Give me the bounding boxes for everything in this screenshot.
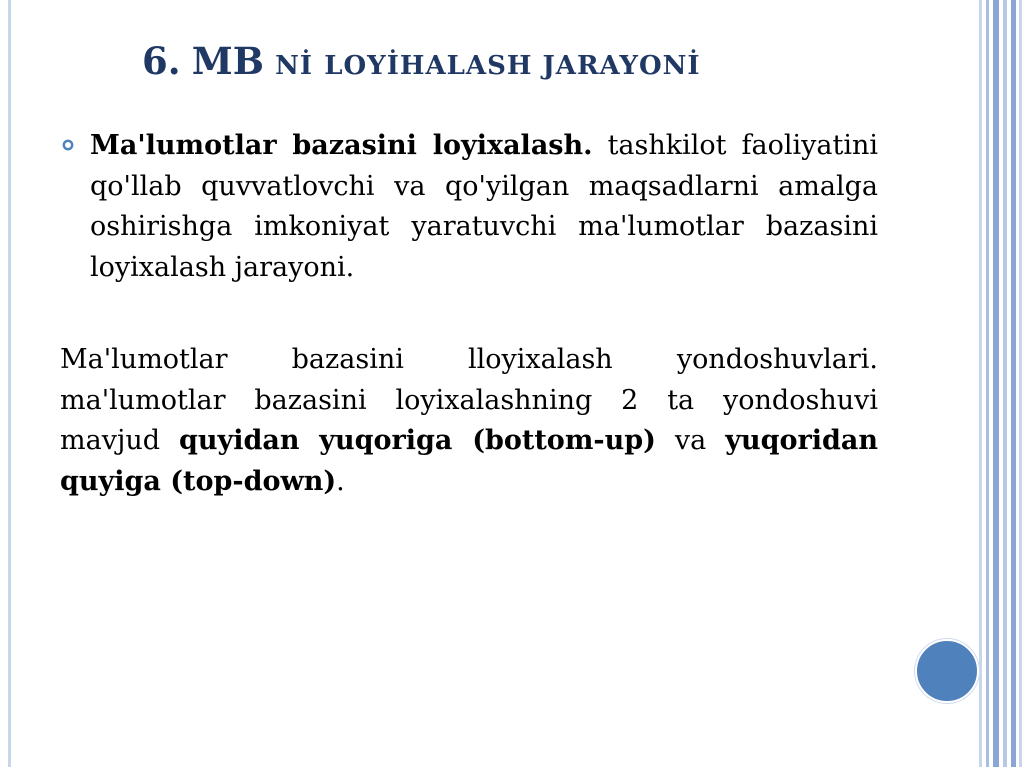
left-frame-line xyxy=(8,0,11,767)
top-down-term: yuqoridan quyiga (top-down) xyxy=(60,425,878,497)
body-text: Ma'lumotlar bazasini lloyixalash yondoshuvlari. ma'lumotlar bazasini loyixalashning 2 ta yondoshuvi mavjud xyxy=(60,344,878,457)
title-abbr: MB xyxy=(191,39,265,83)
bullet-heading: Ma'lumotlar bazasini loyixalash. xyxy=(90,130,593,161)
body-paragraph xyxy=(60,340,878,502)
bullet-text: tashkilot faoliyatini qo'llab quvvatlovchi va qo'yilgan maqsadlarni amalga oshirishga imkoniyat yaratuvchi ma'lumotlar bazasini loyixalash jarayoni. xyxy=(90,130,878,283)
decorative-circle xyxy=(915,639,979,703)
connector-text: va xyxy=(674,425,707,457)
period: . xyxy=(336,465,345,497)
right-stripe xyxy=(1019,0,1022,767)
title-number: 6. xyxy=(142,39,181,83)
right-stripe xyxy=(1011,0,1016,767)
slide-title xyxy=(142,38,701,89)
bullet-paragraph xyxy=(90,126,878,288)
bottom-up-term: quyidan yuqoriga (bottom-up) xyxy=(179,425,656,457)
right-stripe xyxy=(979,0,982,767)
right-stripe xyxy=(1003,0,1007,767)
title-suffix: Nİ xyxy=(275,51,314,81)
title-rest: LOYİHALASH JARAYONİ xyxy=(324,51,701,81)
right-stripe xyxy=(986,0,989,767)
right-stripe xyxy=(993,0,999,767)
bullet-ring-icon xyxy=(62,139,74,151)
